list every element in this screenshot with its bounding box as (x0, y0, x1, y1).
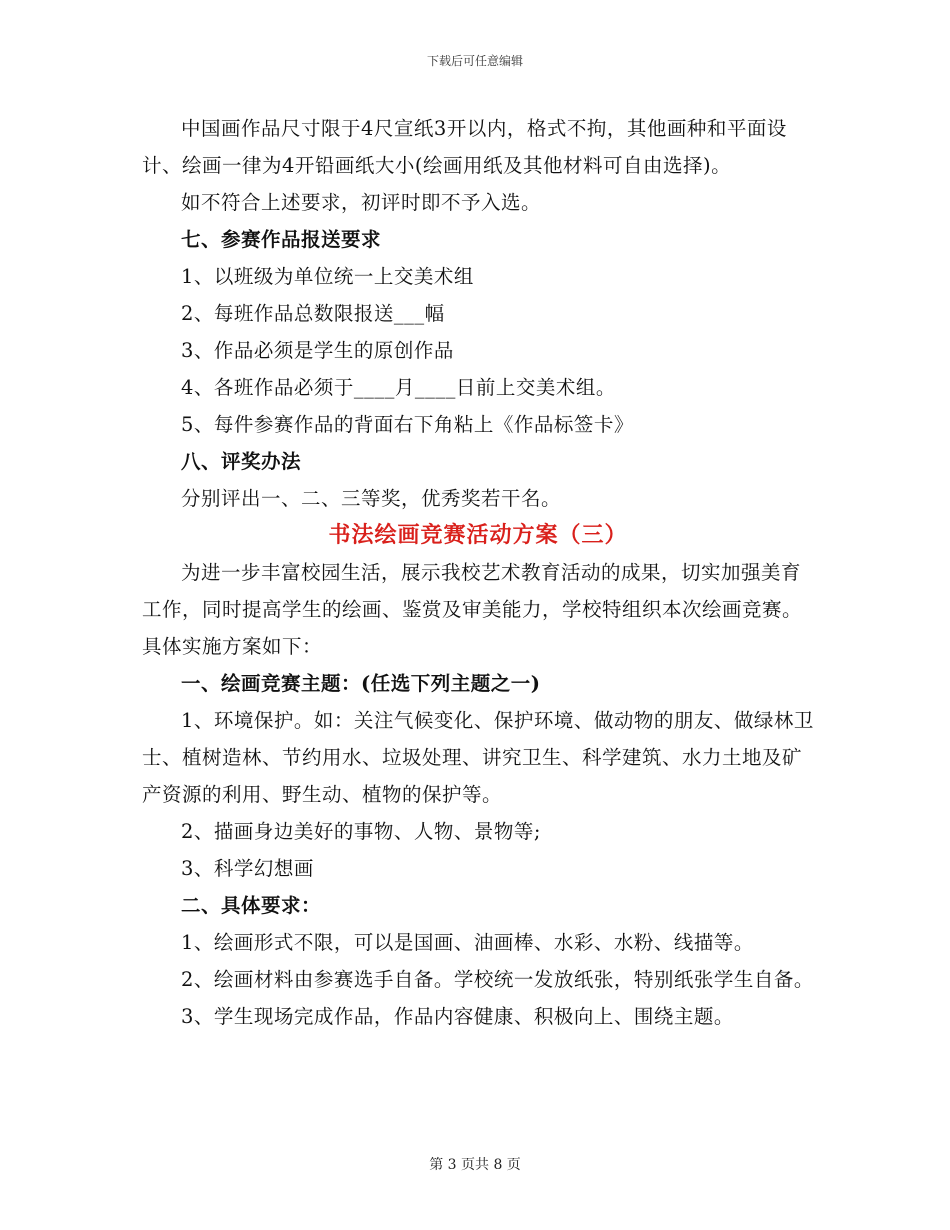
paragraph: 为进一步丰富校园生活，展示我校艺术教育活动的成果，切实加强美育工作，同时提高学生的绘画、鉴赏及审美能力，学校特组织本次绘画竞赛。具体实施方案如下： (142, 561, 803, 658)
paragraph: 如不符合上述要求，初评时即不予入选。 (181, 191, 542, 214)
document-body (142, 110, 814, 1035)
section-heading: 一、绘画竞赛主题：(任选下列主题之一) (181, 672, 541, 695)
list-item: 2、每班作品总数限报送___幅 (181, 302, 445, 325)
list-item: 2、描画身边美好的事物、人物、景物等; (181, 820, 541, 843)
document-title: 书法绘画竞赛活动方案（三） (328, 522, 628, 548)
section-heading: 八、评奖办法 (181, 450, 302, 473)
list-item: 3、学生现场完成作品，作品内容健康、积极向上、围绕主题。 (181, 1005, 734, 1028)
page-footer: 第 3 页共 8 页 (429, 1157, 521, 1173)
list-item: 1、环境保护。如：关注气候变化、保护环境、做动物的朋友、做绿林卫士、植树造林、节约用水、垃圾处理、讲究卫生、科学建筑、水力土地及矿产资源的利用、野生动、植物的保护等。 (142, 709, 814, 806)
list-item: 1、绘画形式不限，可以是国画、油画棒、水彩、水粉、线描等。 (181, 931, 754, 954)
paragraph: 中国画作品尺寸限于4尺宣纸3开以内，格式不拘，其他画种和平面设计、绘画一律为4开铅画纸大小(绘画用纸及其他材料可自由选择)。 (142, 117, 787, 177)
list-item: 3、科学幻想画 (181, 857, 314, 880)
paragraph: 分别评出一、二、三等奖，优秀奖若干名。 (181, 487, 562, 510)
list-item: 3、作品必须是学生的原创作品 (181, 339, 454, 362)
list-item: 1、以班级为单位统一上交美术组 (181, 265, 474, 288)
section-heading: 二、具体要求： (181, 894, 322, 917)
list-item: 2、绘画材料由参赛选手自备。学校统一发放纸张，特别纸张学生自备。 (181, 968, 814, 991)
section-heading: 七、参赛作品报送要求 (181, 228, 382, 251)
list-item: 5、每件参赛作品的背面右下角粘上《作品标签卡》 (181, 413, 634, 436)
list-item: 4、各班作品必须于____月____日前上交美术组。 (181, 376, 616, 399)
page-header: 下载后可任意编辑 (426, 54, 523, 68)
